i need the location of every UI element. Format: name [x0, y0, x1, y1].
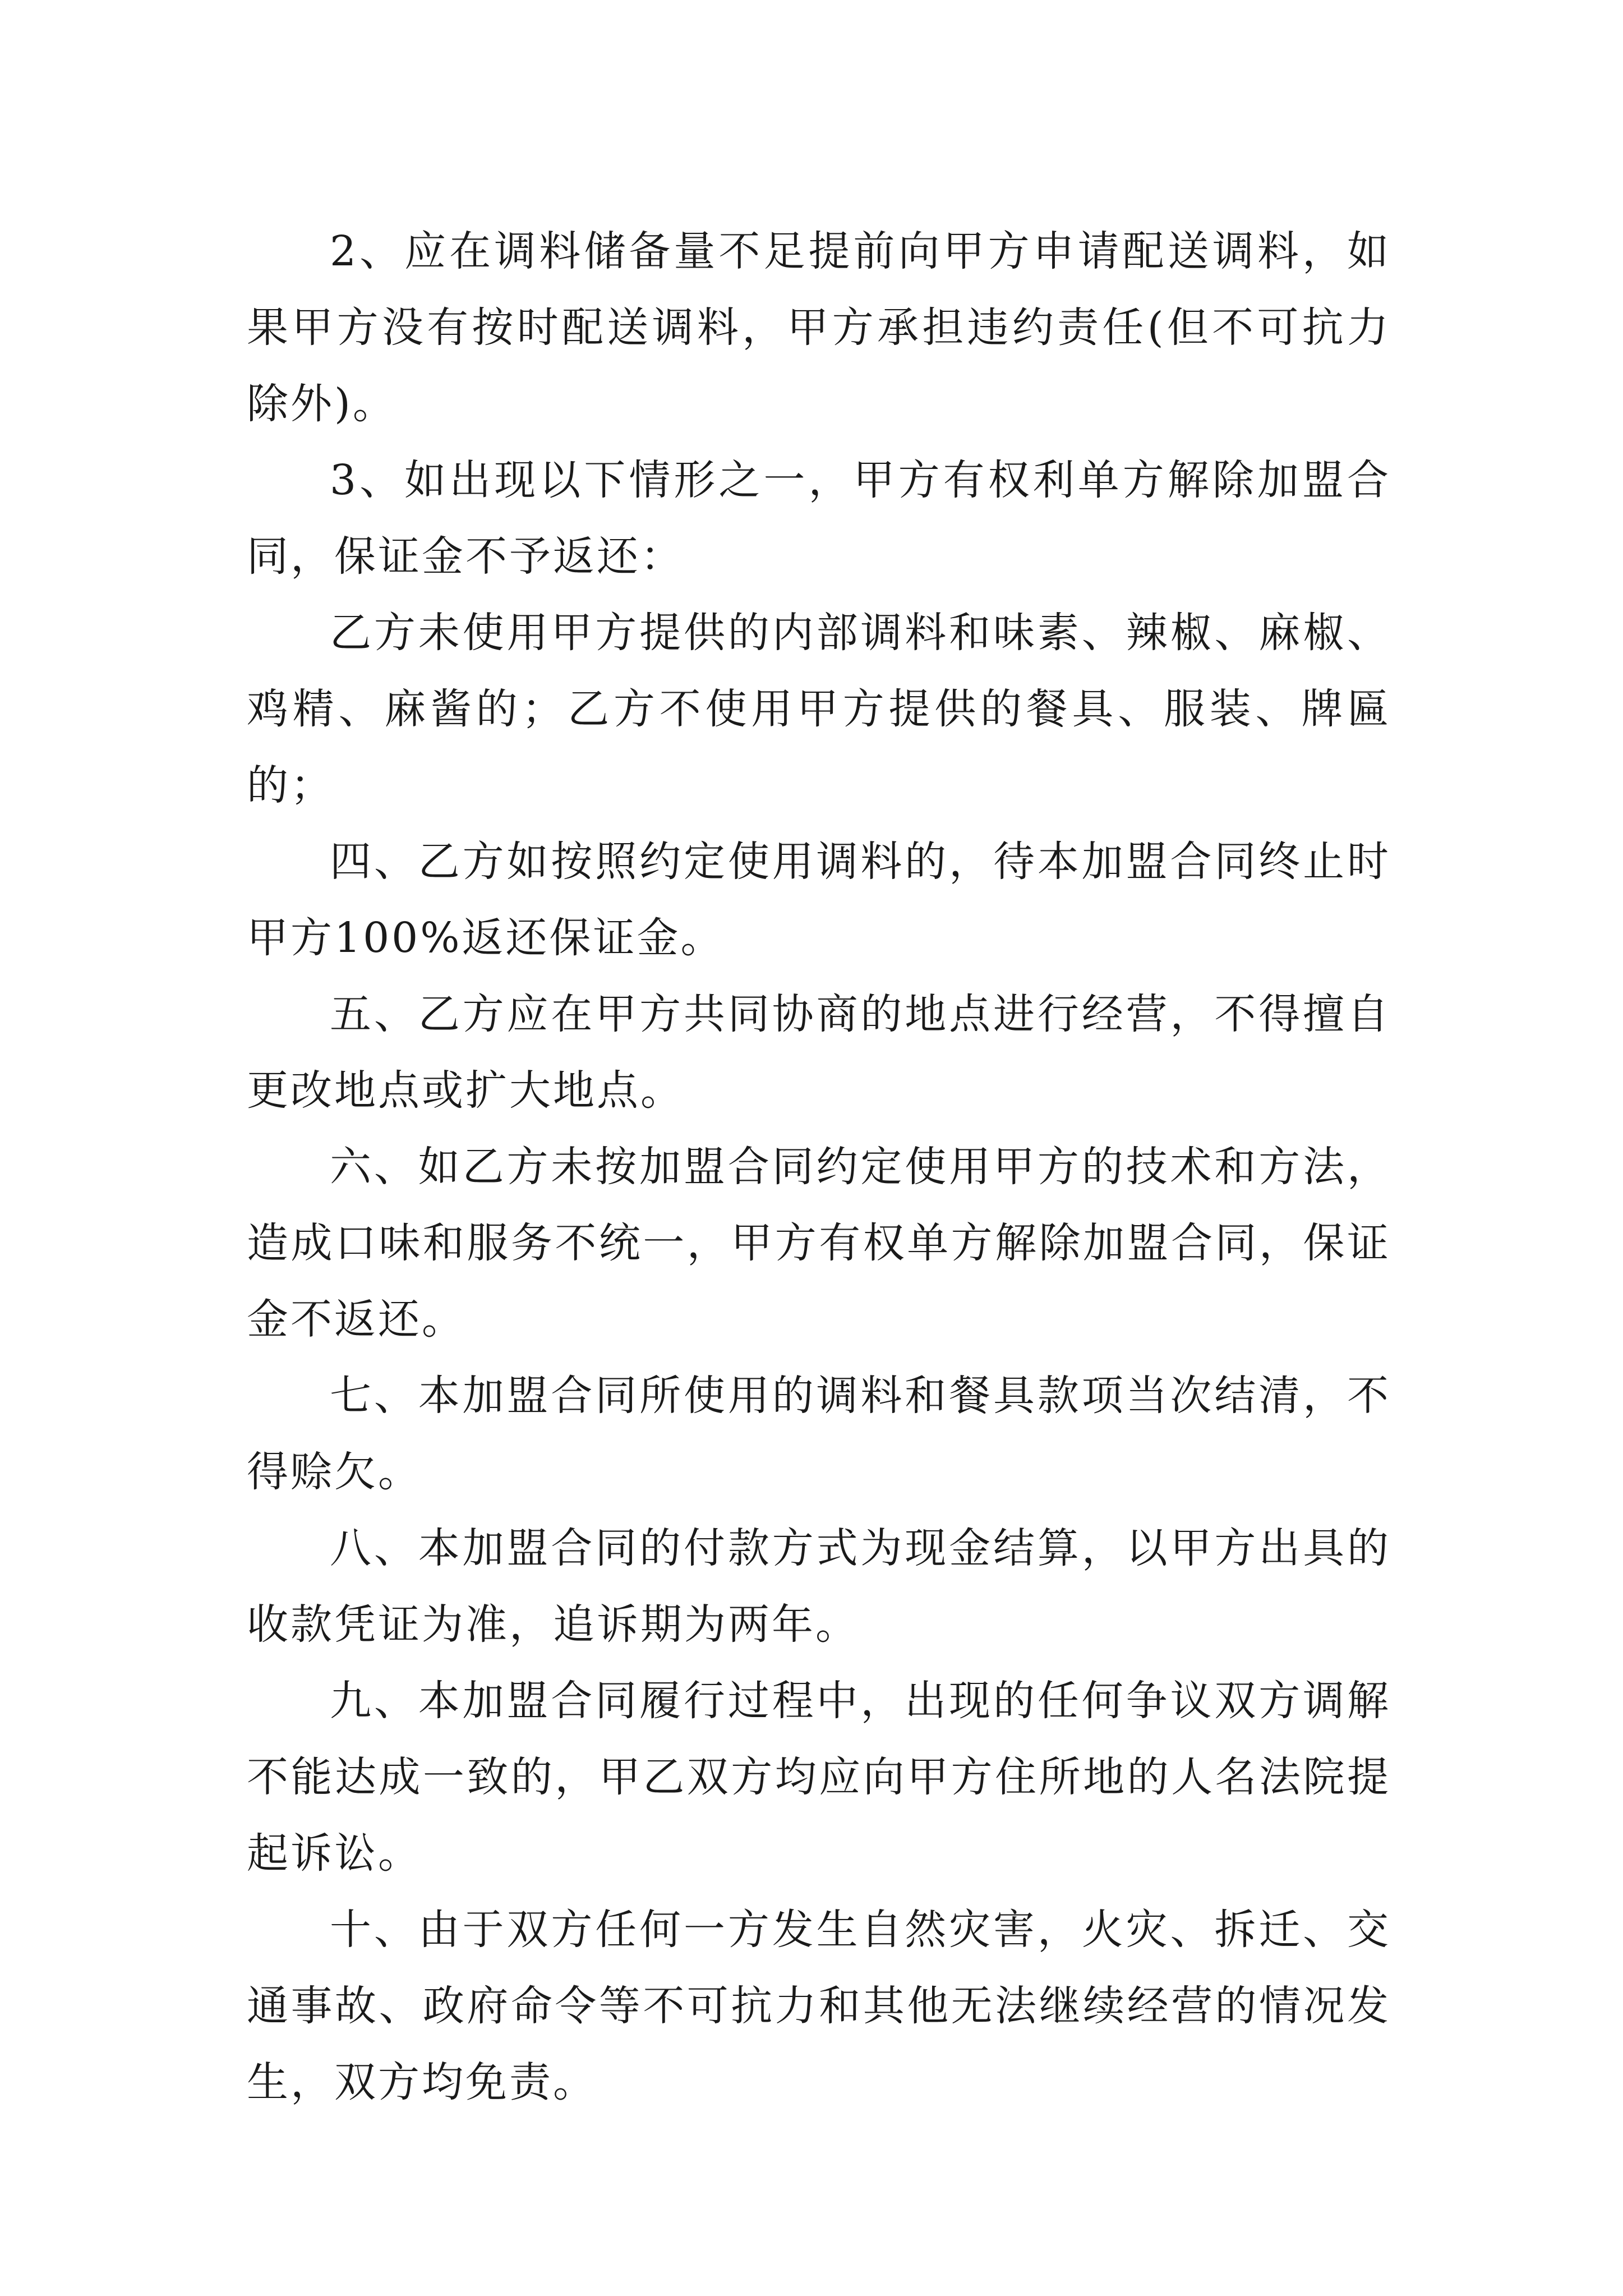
document-body: [247, 213, 1391, 2120]
paragraph-clause-3: 3、如出现以下情形之一，甲方有权利单方解除加盟合同，保证金不予返还：: [247, 456, 1391, 581]
paragraph-clause-nine: 九、本加盟合同履行过程中，出现的任何争议双方调解不能达成一致的，甲乙双方均应向甲方住所地的人名法院提起诉讼。: [247, 1677, 1391, 1878]
paragraph-clause-3-detail: 乙方未使用甲方提供的内部调料和味素、辣椒、麻椒、鸡精、麻酱的；乙方不使用甲方提供的餐具、服装、牌匾的；: [247, 609, 1391, 809]
paragraph-clause-ten: 十、由于双方任何一方发生自然灾害，火灾、拆迁、交通事故、政府命令等不可抗力和其他无法继续经营的情况发生，双方均免责。: [247, 1906, 1391, 2106]
paragraph-clause-six: 六、如乙方未按加盟合同约定使用甲方的技术和方法，造成口味和服务不统一，甲方有权单方解除加盟合同，保证金不返还。: [247, 1143, 1391, 1343]
paragraph-clause-2: 2、应在调料储备量不足提前向甲方申请配送调料，如果甲方没有按时配送调料，甲方承担违约责任(但不可抗力除外)。: [247, 227, 1391, 428]
paragraph-clause-eight: 八、本加盟合同的付款方式为现金结算，以甲方出具的收款凭证为准，追诉期为两年。: [247, 1524, 1391, 1649]
paragraph-clause-seven: 七、本加盟合同所使用的调料和餐具款项当次结清，不得赊欠。: [247, 1372, 1391, 1496]
paragraph-clause-four: 四、乙方如按照约定使用调料的，待本加盟合同终止时甲方100%返还保证金。: [247, 838, 1391, 962]
paragraph-clause-five: 五、乙方应在甲方共同协商的地点进行经营，不得擅自更改地点或扩大地点。: [247, 990, 1391, 1115]
